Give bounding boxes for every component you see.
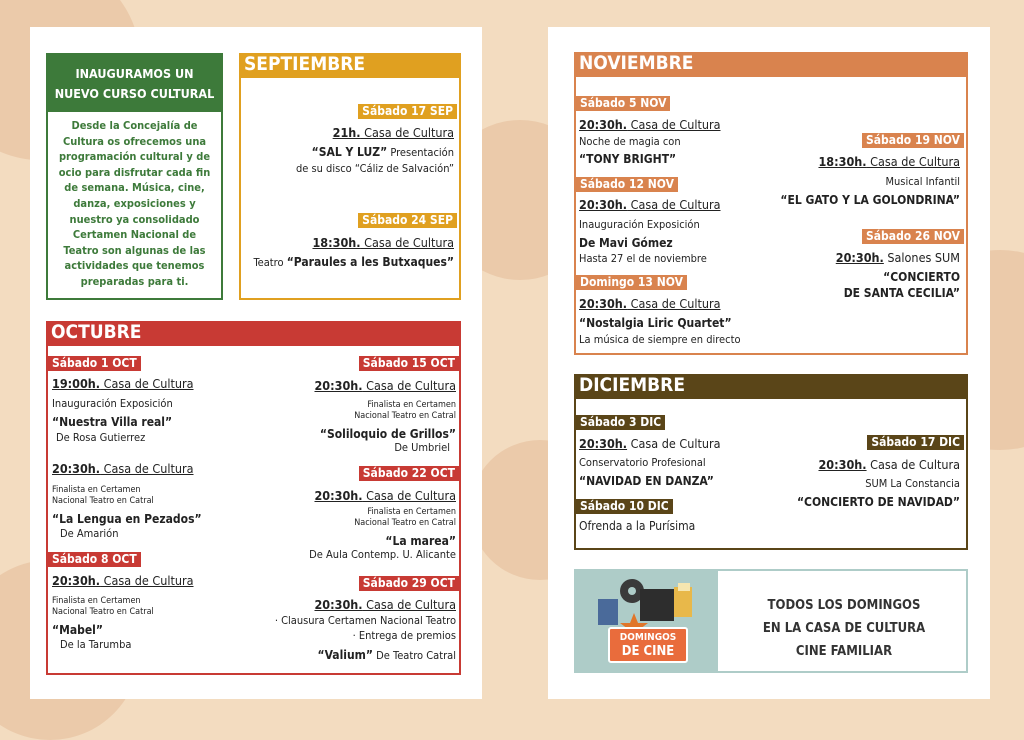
event-title: “Mabel”	[52, 623, 103, 637]
date-badge: Sábado 10 DIC	[576, 499, 673, 514]
date-badge: Sábado 17 SEP	[358, 104, 457, 119]
event-time: 19:00h. Casa de Cultura	[52, 376, 194, 391]
event-title: “La marea”	[385, 534, 456, 548]
event-desc: Hasta 27 el de noviembre	[579, 252, 707, 265]
event-desc: SUM La Constancia	[865, 477, 960, 490]
event-desc: Nacional Teatro en Catral	[354, 518, 456, 528]
event-time: 20:30h. Casa de Cultura	[314, 378, 456, 393]
event-title: “EL GATO Y LA GOLONDRINA”	[780, 193, 960, 207]
event-desc: Finalista en Certamen	[52, 485, 141, 495]
date-badge: Sábado 5 NOV	[576, 96, 670, 111]
intro-line: Certamen Nacional de	[72, 228, 197, 242]
intro-line: nuestro ya consolidado	[69, 212, 200, 226]
event-desc: Finalista en Certamen	[367, 507, 456, 517]
date-badge: Sábado 24 SEP	[358, 213, 457, 228]
event-title: “Soliloquio de Grillos”	[319, 427, 456, 441]
event-desc: Nacional Teatro en Catral	[52, 496, 154, 506]
intro-line: actividades que tenemos	[64, 259, 205, 273]
event-desc: Ofrenda a la Purísima	[579, 519, 696, 533]
event-author: De Rosa Gutierrez	[56, 431, 146, 444]
event-title: “CONCIERTO	[883, 270, 960, 284]
septiembre-title: SEPTIEMBRE	[239, 53, 461, 78]
event-title: “TONY BRIGHT”	[579, 152, 677, 166]
event-desc: Finalista en Certamen	[52, 596, 141, 606]
event-time: 20:30h. Casa de Cultura	[314, 597, 456, 612]
date-badge: Sábado 8 OCT	[48, 552, 141, 567]
event-desc: Musical Infantil	[885, 175, 960, 188]
event-author: De Aula Contemp. U. Alicante	[309, 548, 456, 561]
event-time: 20:30h. Casa de Cultura	[579, 436, 721, 451]
event-time: 20:30h. Salones SUM	[835, 250, 960, 265]
diciembre-title: DICIEMBRE	[574, 374, 968, 399]
date-badge: Sábado 17 DIC	[867, 435, 964, 450]
event-time: 20:30h. Casa de Cultura	[52, 461, 194, 476]
event-desc: · Entrega de premios	[352, 629, 456, 642]
event-title: “Valium” De Teatro Catral	[317, 648, 456, 662]
intro-line: danza, exposiciones y	[73, 196, 196, 210]
date-badge: Sábado 15 OCT	[359, 356, 459, 371]
event-time: 20:30h. Casa de Cultura	[579, 197, 721, 212]
intro-line: de semana. Música, cine,	[64, 181, 205, 195]
date-badge: Sábado 1 OCT	[48, 356, 141, 371]
event-desc: de su disco “Cáliz de Salvación”	[295, 162, 454, 175]
event-title: “Nuestra Villa real”	[52, 415, 173, 429]
intro-line: Teatro son algunas de las	[63, 243, 206, 257]
event-desc: Noche de magia con	[579, 135, 681, 148]
event-title: “CONCIERTO DE NAVIDAD”	[796, 495, 960, 509]
intro-title: INAUGURAMOS UN NUEVO CURSO CULTURAL	[47, 54, 222, 112]
intro-line: Cultura os ofrecemos una	[62, 134, 207, 148]
event-desc: Inauguración Exposición	[52, 397, 173, 410]
event-time: 21h. Casa de Cultura	[332, 125, 454, 140]
event-time: 20:30h. Casa de Cultura	[52, 573, 194, 588]
event-author: De la Tarumba	[60, 638, 132, 651]
event-author: De Umbriel	[394, 441, 450, 454]
intro-line: Desde la Concejalía de	[71, 119, 198, 132]
date-badge: Domingo 13 NOV	[576, 275, 687, 290]
event-desc: Finalista en Certamen	[367, 400, 456, 410]
event-author: De Amarión	[60, 527, 119, 540]
event-desc: “SAL Y LUZ” Presentación	[311, 145, 454, 159]
octubre-title: OCTUBRE	[46, 321, 461, 346]
intro-line: ocio para disfrutar cada fin	[58, 165, 211, 179]
event-time: 18:30h. Casa de Cultura	[818, 154, 960, 169]
date-badge: Sábado 26 NOV	[862, 229, 964, 244]
event-desc: Conservatorio Profesional	[579, 456, 706, 469]
date-badge: Sábado 29 OCT	[359, 576, 459, 591]
event-time: 20:30h. Casa de Cultura	[579, 117, 721, 132]
date-badge: Sábado 12 NOV	[576, 177, 678, 192]
event-time: 18:30h. Casa de Cultura	[312, 235, 454, 250]
event-desc: Inauguración Exposición	[579, 218, 700, 231]
noviembre-title: NOVIEMBRE	[574, 52, 968, 77]
date-badge: Sábado 19 NOV	[862, 133, 964, 148]
event-desc: La música de siempre en directo	[579, 333, 741, 346]
event-title: “NAVIDAD EN DANZA”	[579, 474, 714, 488]
event-desc: Nacional Teatro en Catral	[52, 607, 154, 617]
event-desc: Nacional Teatro en Catral	[354, 411, 456, 421]
event-desc: Teatro “Paraules a les Butxaques”	[253, 255, 454, 269]
intro-text	[48, 118, 221, 290]
event-desc: · Clausura Certamen Nacional Teatro	[274, 614, 456, 627]
event-time: 20:30h. Casa de Cultura	[818, 457, 960, 472]
intro-box	[46, 53, 223, 300]
event-time: 20:30h. Casa de Cultura	[579, 296, 721, 311]
intro-line: programación cultural y de	[58, 150, 211, 164]
cine-badge: DOMINGOS DE CINE	[608, 627, 688, 663]
event-title: “Nostalgia Liric Quartet”	[579, 316, 732, 330]
date-badge: Sábado 3 DIC	[576, 415, 665, 430]
event-title: De Mavi Gómez	[579, 236, 673, 250]
intro-line: preparadas para ti.	[80, 274, 189, 288]
event-time: 20:30h. Casa de Cultura	[314, 488, 456, 503]
cine-text: TODOS LOS DOMINGOS EN LA CASA DE CULTURA CINE FAMILIAR	[762, 598, 926, 659]
date-badge: Sábado 22 OCT	[359, 466, 459, 481]
event-title: DE SANTA CECILIA”	[843, 286, 960, 300]
event-title: “La Lengua en Pezados”	[52, 512, 202, 526]
